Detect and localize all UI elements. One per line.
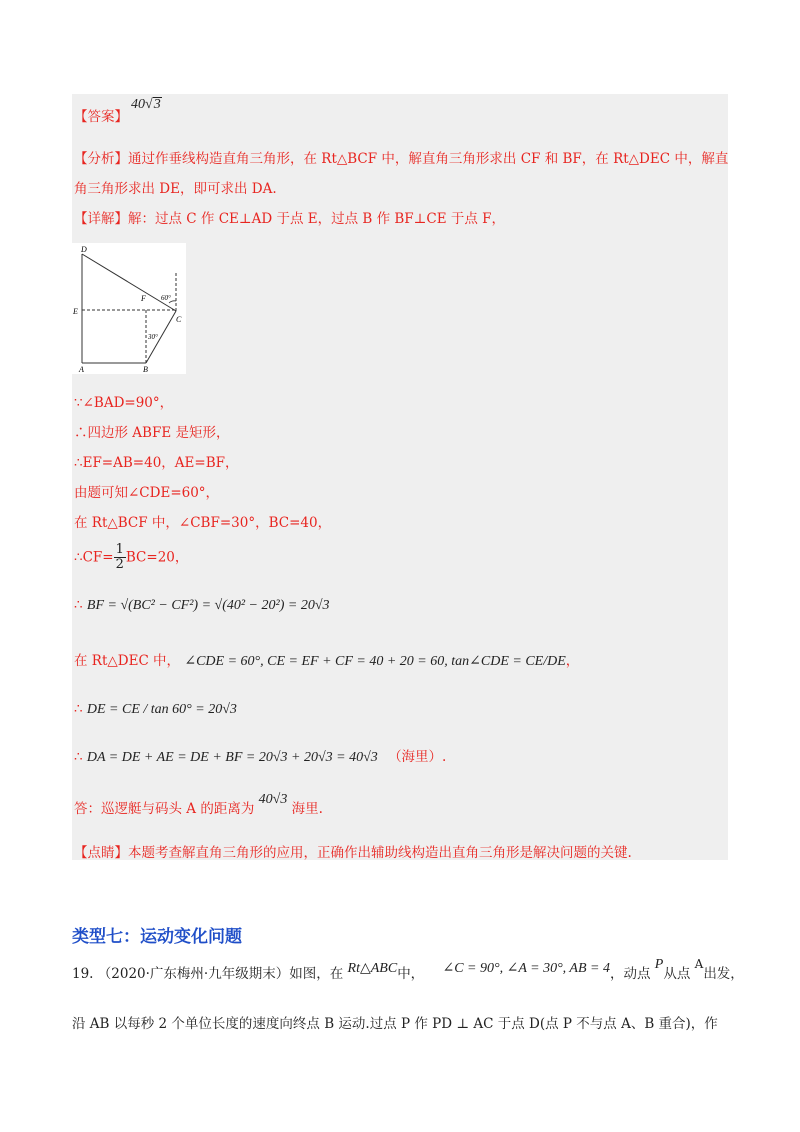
step-11: 答：巡逻艇与码头 A 的距离为 40√3 海里. [74, 792, 323, 817]
step-4: 由题可知∠CDE=60°， [74, 485, 220, 501]
answer-tag: 【答案】 [74, 109, 128, 125]
step-6: ∴CF= $\frac{1}{2}$ BC=20， [74, 542, 189, 572]
label-B: B [143, 365, 148, 374]
question-line1: 19. （2020·广东梅州·九年级期末）如图，在 Rt△ABC中， ∠C = 90°, ∠A = 30°, AB = 4，动点 P从点 A出发， [72, 957, 744, 982]
geometry-figure [72, 243, 186, 374]
detail-line: 【详解】解：过点 C 作 CE⊥AD 于点 E，过点 B 作 BF⊥CE 于点 F， [74, 211, 506, 227]
step-9: ∴ DE = CE / tan 60° = 20√3 [74, 701, 237, 717]
answer-value: 40√3 [131, 97, 161, 112]
analysis-line2: 角三角形求出 DE，即可求出 DA. [74, 181, 277, 197]
comment-line: 【点睛】本题考查解直角三角形的应用，正确作出辅助线构造出直角三角形是解决问题的关键. [74, 845, 632, 861]
step-10: ∴ DA = DE + AE = DE + BF = 20√3 + 20√3 = 40√3 （海里）. [74, 749, 447, 765]
step-3: ∴EF=AB=40，AE=BF， [74, 455, 239, 471]
label-C: C [176, 315, 182, 324]
step-8: 在 Rt△DEC 中， ∠CDE = 60°, CE = EF + CF = 40 + 20 = 60, tan∠CDE = CE/DE， [74, 653, 580, 669]
label-F: F [141, 294, 146, 303]
analysis-line1: 【分析】通过作垂线构造直角三角形，在 Rt△BCF 中，解直角三角形求出 CF 和 BF，在 Rt△DEC 中，解直 [74, 151, 729, 167]
step-1: ∵∠BAD=90°， [74, 395, 174, 411]
section-heading: 类型七：运动变化问题 [72, 927, 242, 947]
angle-30-label: 30° [148, 333, 158, 341]
step-5: 在 Rt△BCF 中，∠CBF=30°，BC=40， [74, 515, 332, 531]
label-D: D [81, 245, 87, 254]
label-E: E [73, 307, 78, 316]
solution-panel [72, 94, 728, 860]
step-7: ∴ BF = √(BC² − CF²) = √(40² − 20²) = 20√3 [74, 597, 330, 613]
question-line2: 沿 AB 以每秒 2 个单位长度的速度向终点 B 运动.过点 P 作 PD ⊥ AC 于点 D(点 P 不与点 A、B 重合)，作 [72, 1016, 718, 1032]
angle-60-label: 60° [161, 294, 171, 302]
step-2: ∴四边形 ABFE 是矩形， [74, 425, 230, 441]
label-A: A [79, 365, 84, 374]
